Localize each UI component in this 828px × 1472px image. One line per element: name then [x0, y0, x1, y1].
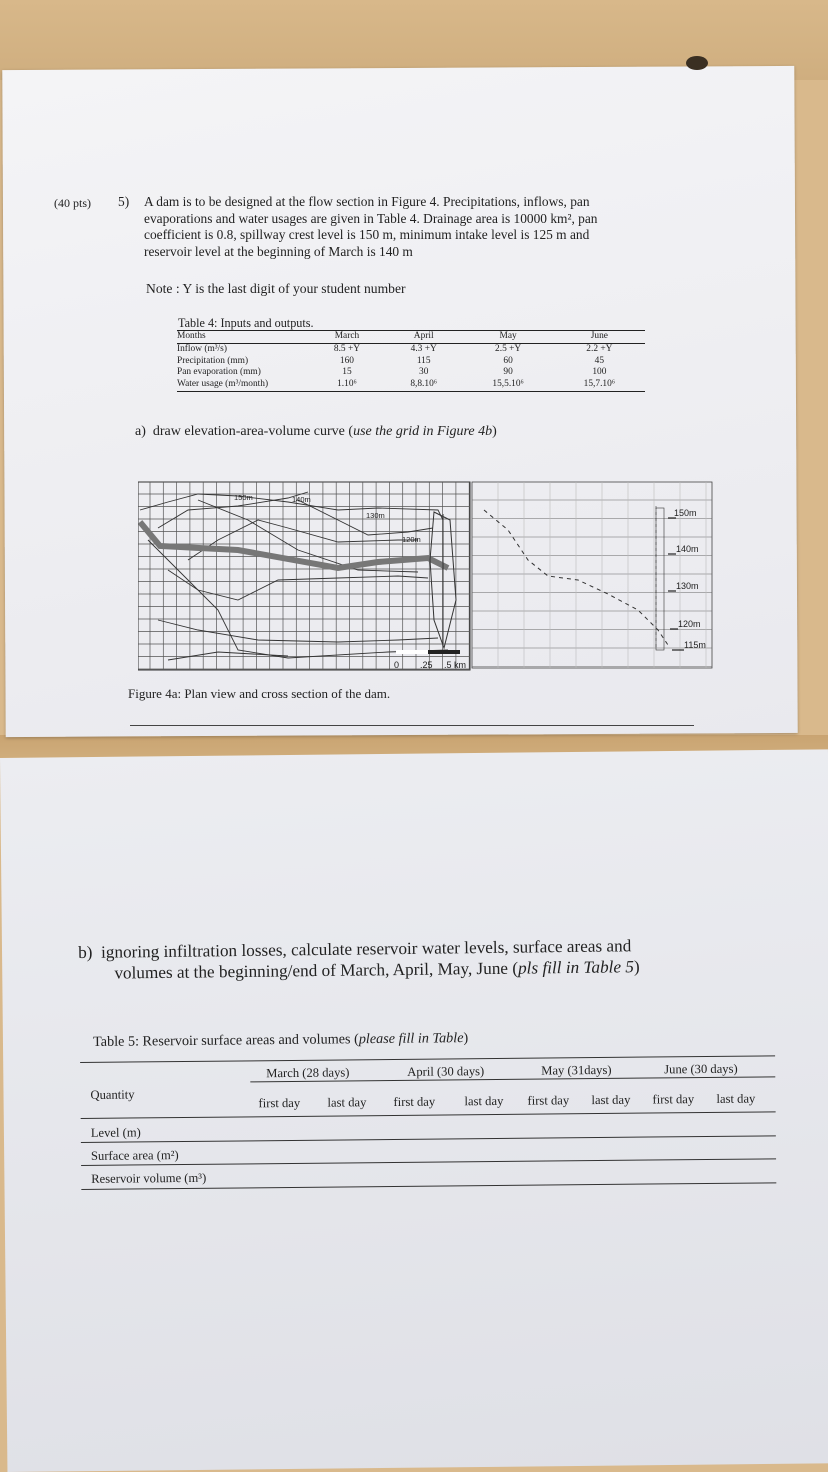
figure-4a — [138, 480, 716, 675]
table5-row-label: Level (m) — [90, 1125, 141, 1140]
table4-cell: 2.5 +Y — [495, 343, 522, 354]
month-header: May (31days) — [541, 1062, 612, 1078]
table4-header: March — [309, 331, 385, 344]
table4-row — [177, 343, 645, 355]
section-label: 120m — [678, 619, 701, 629]
table4-cell: 160 — [339, 355, 354, 366]
scale-label: .5 km — [444, 660, 467, 670]
day-subheader: last day — [327, 1095, 367, 1110]
table4-cell: 8.5 +Y — [333, 343, 360, 354]
day-subheader: last day — [464, 1093, 504, 1109]
question-line: coefficient is 0.8, spillway crest level is 150 m, minimum intake level is 125 m and — [144, 227, 590, 242]
table4-row — [177, 379, 645, 391]
student-note: Note : Y is the last digit of your student number — [146, 281, 406, 296]
table4-cell: Precipitation (mm) — [177, 355, 249, 366]
table4-row — [177, 367, 645, 379]
table5-caption-italic: please fill in Table — [358, 1030, 464, 1048]
table5-row-label: Reservoir volume (m³) — [91, 1170, 207, 1186]
day-subheader: first day — [652, 1092, 695, 1107]
part-b-line: volumes at the beginning/end of March, April, May, June ( — [114, 958, 519, 983]
table4-header: April — [385, 331, 463, 344]
part-a-italic: use the grid in Figure 4b — [353, 424, 493, 439]
table4-caption: Table 4: Inputs and outputs. — [178, 316, 314, 330]
section-label: 150m — [674, 508, 697, 518]
question-number: 5) — [118, 194, 130, 209]
month-header: March (28 days) — [266, 1065, 350, 1081]
part-b-text — [78, 933, 778, 984]
table4-header: Months — [177, 331, 309, 344]
day-subheader: first day — [393, 1094, 436, 1109]
question-text — [118, 194, 708, 260]
table5-caption-text: Table 5: Reservoir surface areas and volumes ( — [93, 1031, 359, 1050]
dam-body — [430, 512, 456, 648]
table4-cell: 115 — [416, 355, 431, 366]
month-header: April (30 days) — [407, 1064, 485, 1079]
day-subheader: first day — [258, 1095, 301, 1111]
table5-rule — [81, 1111, 776, 1119]
question-line: reservoir level at the beginning of March is 140 m — [144, 243, 413, 259]
day-subheader: last day — [591, 1092, 631, 1108]
table4-cell: Pan evaporation (mm) — [177, 367, 261, 378]
table4-cell: 15,5.10⁶ — [463, 379, 554, 391]
section-label: 140m — [676, 544, 699, 554]
stain-mark — [686, 56, 708, 70]
table4-cell: 90 — [503, 367, 513, 378]
table4-header-row — [177, 331, 645, 344]
part-a-text — [135, 424, 497, 440]
figure-4b-table-edge — [130, 725, 694, 736]
table5-rule — [81, 1135, 776, 1143]
table4-cell: 60 — [503, 355, 513, 366]
contour-label: 150m — [234, 493, 253, 502]
table5 — [80, 1043, 776, 1190]
table4-header: May — [463, 331, 554, 344]
table4-header: June — [554, 331, 645, 344]
contour-lines — [140, 492, 448, 660]
question-line: A dam is to be designed at the flow section in Figure 4. Precipitations, inflows, pan — [144, 194, 590, 209]
quantity-header: Quantity — [90, 1087, 135, 1102]
part-b-line: ignoring infiltration losses, calculate reservoir water levels, surface areas and — [100, 936, 632, 962]
table4-cell: Water usage (m³/month) — [177, 379, 309, 391]
question-line: evaporations and water usages are given in Table 4. Drainage area is 10000 km², pan — [144, 210, 598, 226]
section-label: 115m — [684, 640, 706, 650]
scale-label: 0 — [394, 660, 400, 670]
part-a-label: a) — [135, 424, 146, 439]
river-line — [140, 522, 448, 568]
part-a-close: ) — [492, 424, 497, 439]
table4-cell: Inflow (m³/s) — [177, 343, 227, 354]
contour-label: 130m — [366, 511, 385, 520]
part-a-instruction: draw elevation-area-volume curve ( — [152, 424, 354, 439]
part-b-label: b) — [78, 942, 93, 962]
table4-cell: 1.10⁶ — [309, 379, 385, 391]
table4 — [177, 330, 645, 392]
part-b-italic: pls fill in Table 5 — [517, 957, 635, 978]
table4-cell: 100 — [592, 367, 607, 378]
table4-row — [177, 356, 645, 368]
table5-row-label: Surface area (m²) — [90, 1148, 179, 1163]
scale-label: .25 — [420, 660, 433, 670]
table4-cell: 8,8.10⁶ — [385, 379, 463, 391]
section-label: 130m — [676, 581, 699, 591]
question-points: (40 pts) — [54, 196, 91, 210]
table4-cell: 15 — [342, 367, 352, 378]
table4-cell: 2.2 +Y — [586, 343, 613, 354]
table4-cell: 45 — [594, 355, 605, 366]
table4-cell: 30 — [419, 367, 429, 378]
day-subheader: first day — [527, 1093, 570, 1108]
contour-label: 140m — [292, 495, 311, 504]
table4-cell: 4.3 +Y — [410, 343, 437, 354]
table4-cell: 15,7.10⁶ — [554, 379, 645, 391]
month-header: June (30 days) — [664, 1061, 738, 1077]
part-b-close: ) — [633, 957, 640, 977]
table5-rule — [81, 1158, 776, 1166]
figure-caption: Figure 4a: Plan view and cross section of the dam. — [128, 686, 391, 701]
contour-label: 120m — [402, 535, 421, 544]
day-subheader: last day — [716, 1091, 756, 1106]
table5-caption-close: ) — [463, 1030, 469, 1047]
